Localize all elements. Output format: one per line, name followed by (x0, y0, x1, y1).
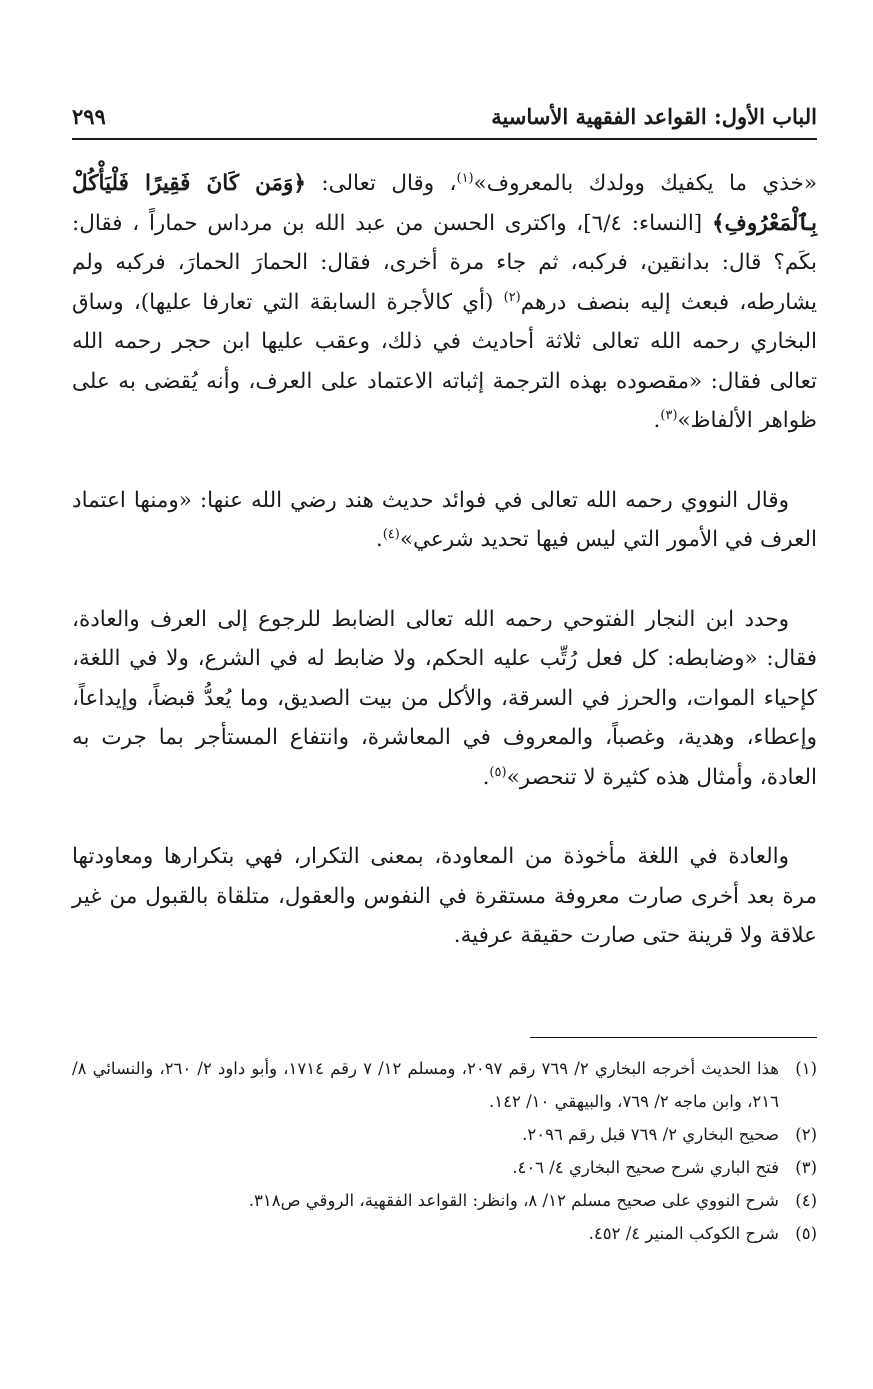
paragraph-4 (72, 837, 817, 956)
footnote-number: (٢) (795, 1125, 817, 1144)
footnote-ref-2: (٢) (503, 289, 521, 305)
paragraph-text: وحدد ابن النجار الفتوحي رحمه الله تعالى الضابط للرجوع إلى العرف والعادة، فقال: «وضابطه: كل فعل رُتِّب عليه الحكم، ولا ضابط له في الشرع، ولا في اللغة، كإحياء الموات، والحرز في السرقة، والأكل من بيت الصديق، وما يُعدُّ قبضاً، وإيداعاً، وإعطاء، وهدية، وغصباً، والمعروف في المعاشرة، وانتفاع المستأجر بما جرت به العادة، وأمثال هذه كثيرة لا تنحصر» (72, 606, 817, 790)
footnotes-list (72, 1052, 817, 1250)
main-text (72, 164, 817, 956)
paragraph-end: . (482, 764, 490, 790)
footnote-2 (72, 1118, 817, 1151)
footnote-1 (72, 1052, 817, 1118)
paragraph-3 (72, 600, 817, 798)
footnote-3 (72, 1151, 817, 1184)
footnote-text: شرح النووي على صحيح مسلم ١٢/ ٨، وانظر: القواعد الفقهية، الروقي ص٣١٨. (248, 1191, 779, 1210)
paragraph-text: (أي كالأجرة السابقة التي تعارفا عليها)، وساق البخاري رحمه الله تعالى ثلاثة أحاديث في ذلك، وعقب عليها ابن حجر رحمه الله تعالى فقال: «مقصوده بهذه الترجمة إثباته الاعتماد على العرف، وأنه يُقضى به على ظواهر الألفاظ» (72, 289, 817, 433)
footnote-ref-1: (١) (456, 170, 474, 186)
chapter-title: الباب الأول: القواعد الفقهية الأساسية (491, 103, 817, 129)
footnote-number: (١) (795, 1059, 817, 1078)
footnote-ref-4: (٤) (382, 526, 400, 542)
paragraph-text: [النساء: ٦/٤]، واكترى الحسن من عبد الله بن مرداس حماراً ، فقال: بكَم؟ قال: بدانقين، فركبه، ثم جاء مرة أخرى، فقال: الحمارَ الحمارَ، فركبه ولم يشارطه، فبعث إليه بنصف درهم (72, 210, 817, 315)
footnote-number: (٤) (795, 1191, 817, 1210)
footnote-text: شرح الكوكب المنير ٤/ ٤٥٢. (588, 1224, 779, 1243)
page-number: ٢٩٩ (72, 103, 106, 129)
footnote-number: (٥) (795, 1224, 817, 1243)
paragraph-2 (72, 481, 817, 560)
paragraph-end: . (375, 527, 383, 552)
running-header (72, 98, 817, 134)
footnotes-divider (530, 1037, 817, 1038)
paragraph-text: والعادة في اللغة مأخوذة من المعاودة، بمعنى التكرار، فهي بتكرارها ومعاودتها مرة بعد أخرى صارت معروفة مستقرة في النفوس والعقول، متلقاة بالقبول من غير علاقة ولا قرينة حتى صارت حقيقة عرفية. (72, 844, 817, 948)
footnote-ref-5: (٥) (489, 764, 507, 780)
paragraph-text: ، وقال تعالى: (305, 171, 457, 196)
footnote-text: هذا الحديث أخرجه البخاري ٢/ ٧٦٩ رقم ٢٠٩٧، ومسلم ١٢/ ٧ رقم ١٧١٤، وأبو داود ٢/ ٢٦٠، والنسائي ٨/ ٢١٦، وابن ماجه ٢/ ٧٦٩، والبيهقي ١٠/ ١٤٢. (72, 1059, 779, 1111)
paragraph-end: . (653, 408, 661, 433)
paragraph-1 (72, 164, 817, 441)
paragraph-text: وقال النووي رحمه الله تعالى في فوائد حديث هند رضي الله عنها: «ومنها اعتماد العرف في الأمور التي ليس فيها تحديد شرعي» (72, 487, 817, 552)
quran-verse: ﴿وَمَن كَانَ فَقِيرًا فَلْيَأْكُلْ بِٱلْمَعْرُوفِ﴾ (72, 171, 818, 236)
footnote-ref-3: (٣) (660, 407, 678, 423)
footnote-4 (72, 1184, 817, 1217)
footnote-text: صحيح البخاري ٢/ ٧٦٩ قبل رقم ٢٠٩٦. (522, 1125, 779, 1144)
hadith-quote: «خذي ما يكفيك وولدك بالمعروف» (473, 171, 817, 196)
footnote-5 (72, 1217, 817, 1250)
header-divider (72, 138, 817, 140)
footnote-text: فتح الباري شرح صحيح البخاري ٤/ ٤٠٦. (512, 1158, 779, 1177)
footnote-number: (٣) (795, 1158, 817, 1177)
